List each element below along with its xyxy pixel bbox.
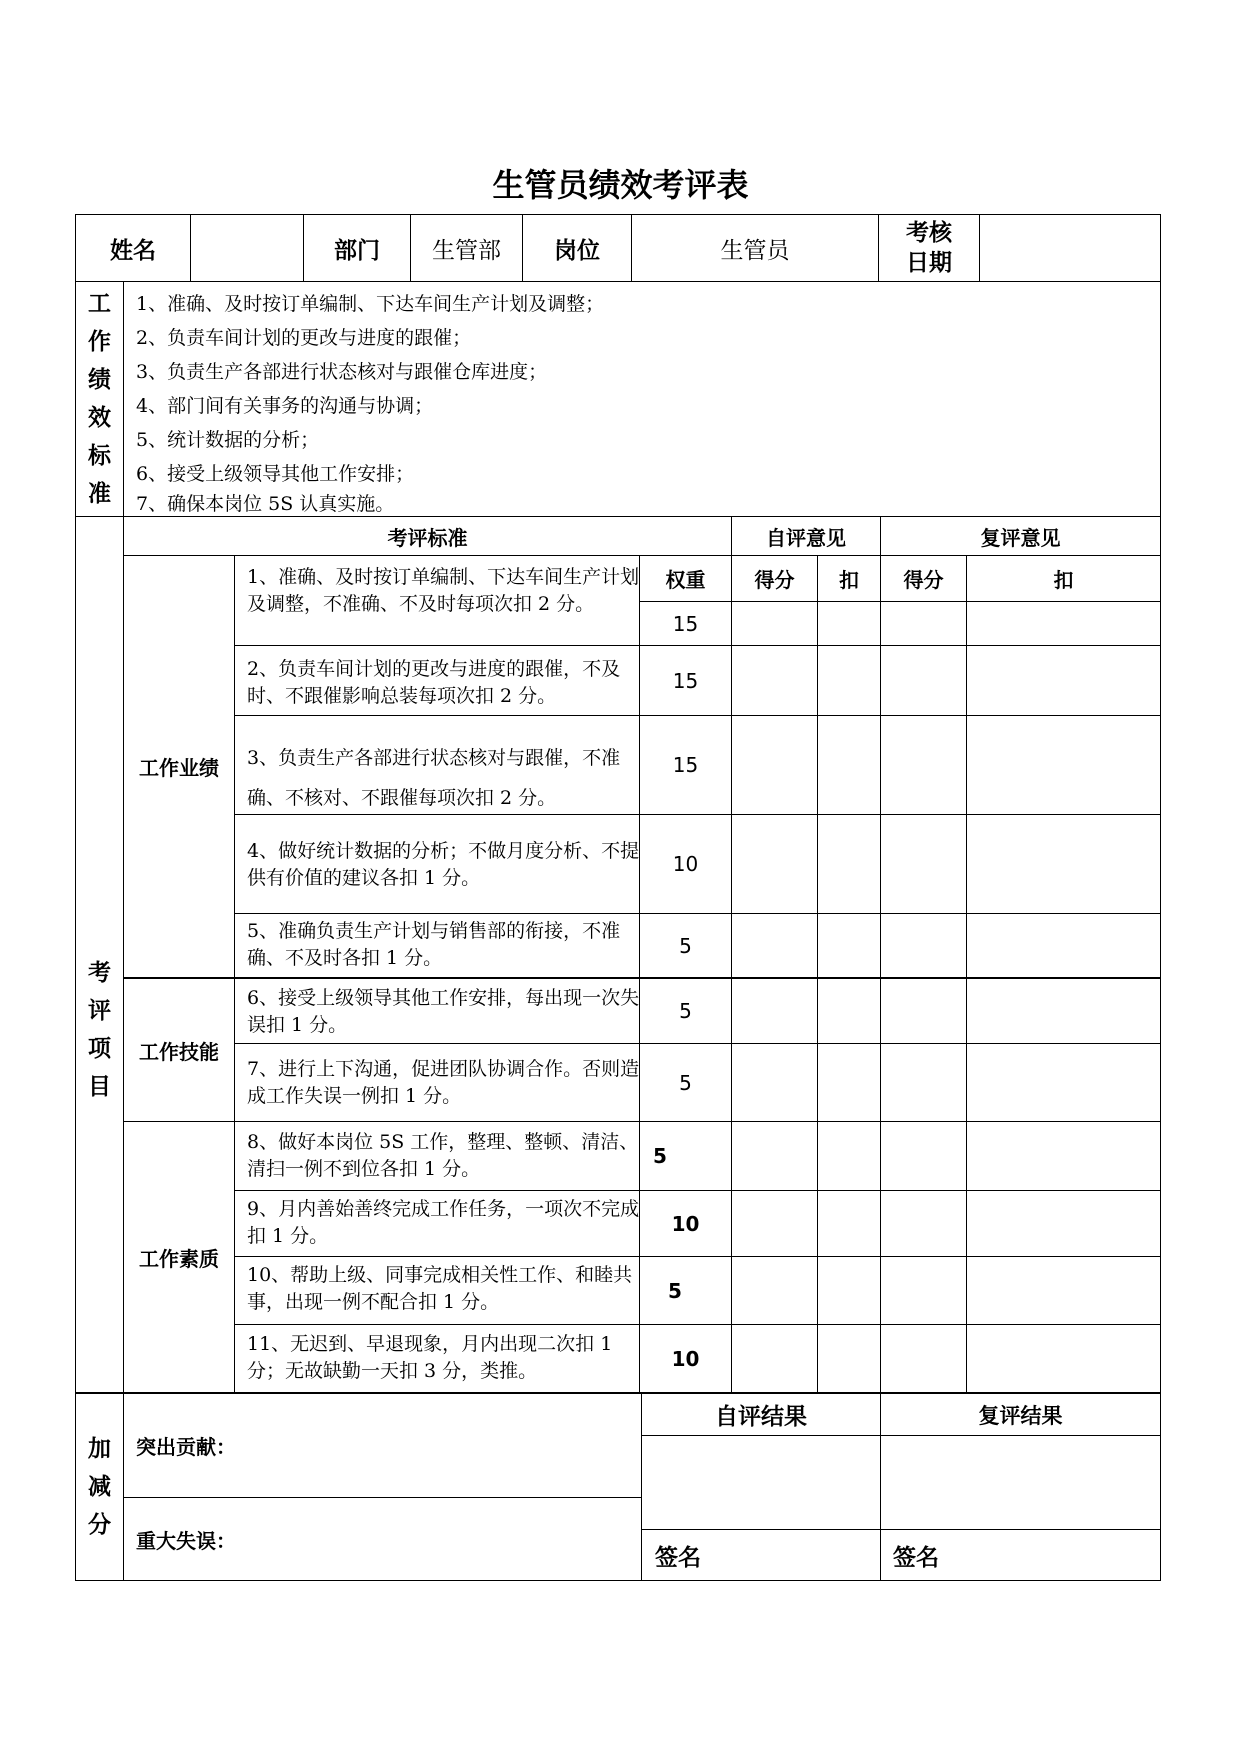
evaluation-label-char: 目	[88, 1073, 111, 1100]
evaluation-label-char: 评	[88, 997, 111, 1024]
self-result-field[interactable]	[642, 1436, 880, 1529]
criterion-weight: 15	[672, 611, 699, 636]
contribution-label: 突出贡献：	[136, 1435, 236, 1459]
post-label: 岗位	[554, 237, 600, 264]
criterion-weight: 5	[653, 1144, 667, 1168]
adjust-label-char: 加	[88, 1436, 111, 1462]
criterion-weight: 5	[668, 1278, 682, 1303]
review-date-label	[879, 215, 979, 281]
evaluation-label	[76, 517, 123, 1392]
department-label: 部门	[334, 237, 380, 264]
criterion-text: 11、无迟到、早退现象，月内出现二次扣 1 分；无故缺勤一天扣 3 分，类推。	[247, 1333, 613, 1382]
criterion-weight: 10	[672, 852, 699, 876]
criterion-text: 3、负责生产各部进行状态核对与跟催，不准确、不核对、不跟催每项次扣 2 分。	[247, 747, 621, 809]
criterion-weight: 10	[671, 1346, 700, 1371]
work-standard-label	[76, 282, 123, 516]
category-quality: 工作素质	[139, 1246, 219, 1271]
criterion-weight: 5	[679, 933, 692, 958]
evaluation-label-char: 项	[88, 1035, 111, 1062]
criterion-text: 2、负责车间计划的更改与进度的跟催，不及时、不跟催影响总装每项次扣 2 分。	[247, 658, 621, 707]
criterion-weight: 15	[672, 753, 699, 777]
work-standard-item: 3、负责生产各部进行状态核对与跟催仓库进度；	[136, 361, 548, 383]
post-field[interactable]: 生管员	[720, 237, 790, 264]
review-deduct-header: 扣	[1053, 568, 1074, 592]
work-standard-item: 7、确保本岗位 5S 认真实施。	[136, 493, 395, 515]
criterion-text: 7、进行上下沟通，促进团队协调合作。否则造成工作失误一例扣 1 分。	[247, 1058, 640, 1107]
evaluation-label-char: 考	[88, 959, 111, 986]
category-skills: 工作技能	[139, 1039, 219, 1064]
work-standard-item: 1、准确、及时按订单编制、下达车间生产计划及调整；	[136, 293, 605, 315]
work-standard-label-char: 绩	[88, 367, 111, 393]
criterion-weight: 5	[679, 1070, 692, 1095]
criterion-text: 9、月内善始善终完成工作任务，一项次不完成扣 1 分。	[247, 1198, 640, 1247]
review-opinion-header: 复评意见	[980, 525, 1061, 550]
self-score-header: 得分	[754, 568, 795, 592]
work-standard-label-char: 准	[88, 481, 111, 507]
name-field[interactable]	[191, 215, 303, 281]
work-standard-item: 2、负责车间计划的更改与进度的跟催；	[136, 327, 472, 349]
criterion-text: 10、帮助上级、同事完成相关性工作、和睦共事，出现一例不配合扣 1 分。	[247, 1264, 633, 1313]
review-score-header: 得分	[903, 568, 944, 592]
adjust-label	[76, 1394, 123, 1580]
work-standard-item: 5、统计数据的分析；	[136, 429, 320, 451]
department-field[interactable]: 生管部	[432, 237, 501, 264]
mistake-label: 重大失误：	[136, 1528, 236, 1553]
review-result-header: 复评结果	[978, 1403, 1063, 1428]
name-label: 姓名	[110, 237, 156, 264]
self-deduct-header: 扣	[839, 568, 859, 592]
review-result-field[interactable]	[881, 1436, 1160, 1529]
criterion-weight: 5	[679, 999, 692, 1023]
criterion-text: 1、准确、及时按订单编制、下达车间生产计划及调整，不准确、不及时每项次扣 2 分。	[247, 566, 640, 615]
self-sign-label[interactable]: 签名	[655, 1544, 701, 1571]
review-sign-label[interactable]: 签名	[893, 1544, 939, 1571]
work-standard-label-char: 标	[88, 443, 111, 469]
page-title: 生管员绩效考评表	[492, 166, 749, 204]
review-date-label-line2: 日期	[906, 250, 952, 276]
work-standard-item: 4、部门间有关事务的沟通与协调；	[136, 395, 434, 417]
weight-header: 权重	[665, 568, 706, 592]
criterion-text: 5、准确负责生产计划与销售部的衔接，不准确、不及时各扣 1 分。	[247, 920, 621, 969]
work-standard-label-char: 作	[88, 329, 111, 355]
work-standard-label-char: 效	[88, 405, 111, 431]
self-result-header: 自评结果	[715, 1404, 807, 1430]
work-standard-label-char: 工	[88, 291, 111, 317]
category-performance: 工作业绩	[139, 756, 219, 780]
criterion-text: 4、做好统计数据的分析；不做月度分析、不提供有价值的建议各扣 1 分。	[247, 840, 640, 889]
adjust-label-char: 减	[88, 1474, 111, 1500]
criterion-text: 8、做好本岗位 5S 工作，整理、整顿、清洁、清扫一例不到位各扣 1 分。	[247, 1131, 639, 1180]
review-date-label-line1: 考核	[906, 220, 952, 246]
criteria-column-header: 考评标准	[387, 525, 468, 550]
work-standard-item: 6、接受上级领导其他工作安排；	[136, 463, 415, 485]
criterion-text: 6、接受上级领导其他工作安排，每出现一次失误扣 1 分。	[247, 987, 640, 1036]
self-opinion-header: 自评意见	[766, 525, 846, 550]
adjust-label-char: 分	[88, 1512, 111, 1538]
review-date-field[interactable]	[980, 215, 1160, 281]
criterion-weight: 15	[672, 668, 699, 693]
criterion-weight: 10	[671, 1211, 700, 1236]
